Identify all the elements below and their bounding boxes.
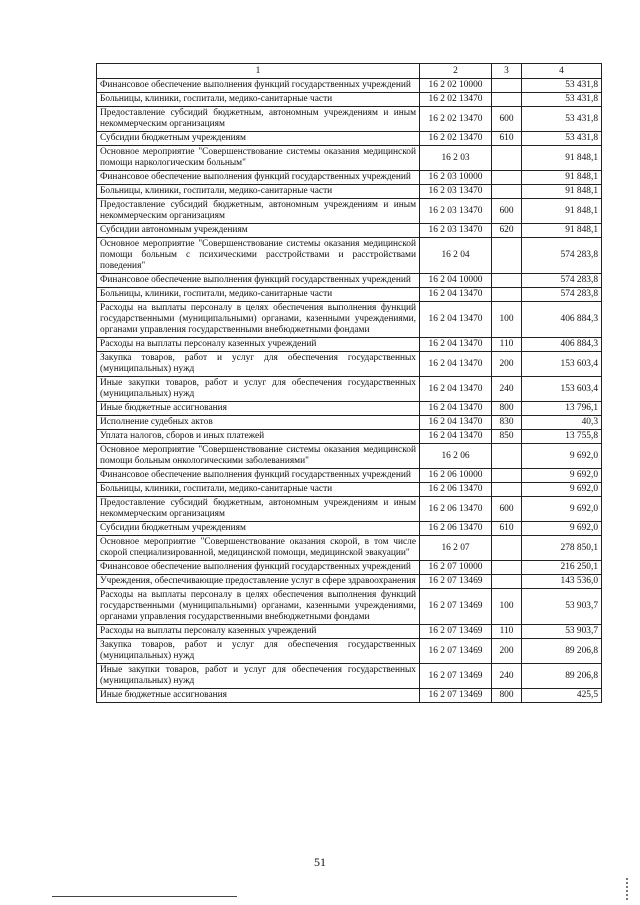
- table-row: [97, 469, 602, 483]
- row-name-cell: Расходы на выплаты персоналу казенных учреждений: [97, 338, 420, 352]
- row-name-cell: Предоставление субсидий бюджетным, автономным учреждениям и иным некоммерческим организациям: [97, 107, 420, 132]
- row-amount-cell: 153 603,4: [522, 377, 602, 402]
- row-name-cell: Больницы, клиники, госпитали, медико-санитарные части: [97, 483, 420, 497]
- row-code-cell: 16 2 07 13469: [420, 639, 492, 664]
- row-name-cell: Расходы на выплаты персоналу казенных учреждений: [97, 625, 420, 639]
- row-name-cell: Основное мероприятие "Совершенствование оказания скорой, в том числе скорой специализированной, медицинской помощи, медицинской эвакуации": [97, 536, 420, 561]
- row-code-cell: 16 2 04 13470: [420, 288, 492, 302]
- row-code-cell: 16 2 06 10000: [420, 469, 492, 483]
- row-type-cell: 110: [492, 338, 522, 352]
- row-type-cell: [492, 561, 522, 575]
- row-name-cell: Предоставление субсидий бюджетным, автономным учреждениям и иным некоммерческим организациям: [97, 199, 420, 224]
- row-code-cell: 16 2 07 13469: [420, 575, 492, 589]
- row-name-cell: Основное мероприятие "Совершенствование системы оказания медицинской помощи больным с психическими расстройствами и расстройствами поведения": [97, 238, 420, 274]
- row-name-cell: Иные бюджетные ассигнования: [97, 689, 420, 703]
- table-row: [97, 522, 602, 536]
- page-number: 51: [314, 855, 326, 869]
- row-name-cell: Финансовое обеспечение выполнения функций государственных учреждений: [97, 561, 420, 575]
- row-type-cell: 200: [492, 352, 522, 377]
- row-amount-cell: 278 850,1: [522, 536, 602, 561]
- row-amount-cell: 9 692,0: [522, 444, 602, 469]
- table-row: [97, 352, 602, 377]
- row-code-cell: 16 2 04 13470: [420, 402, 492, 416]
- header-row: [97, 64, 602, 79]
- row-amount-cell: 53 431,8: [522, 93, 602, 107]
- row-name-cell: Расходы на выплаты персоналу в целях обеспечения выполнения функций государственными (муниципальными) органами, казенными учреждениями, органами управления государственными внебюджетными фондами: [97, 302, 420, 338]
- table-header: [97, 64, 602, 79]
- row-name-cell: Иные закупки товаров, работ и услуг для обеспечения государственных (муниципальных) нужд: [97, 664, 420, 689]
- table-row: [97, 483, 602, 497]
- row-name-cell: Расходы на выплаты персоналу в целях обеспечения выполнения функций государственными (муниципальными) органами, казенными учреждениями, органами управления государственными внебюджетными фондами: [97, 589, 420, 625]
- table-row: [97, 107, 602, 132]
- table-row: [97, 497, 602, 522]
- row-type-cell: 610: [492, 132, 522, 146]
- row-amount-cell: 9 692,0: [522, 522, 602, 536]
- table-row: [97, 338, 602, 352]
- row-amount-cell: 53 903,7: [522, 589, 602, 625]
- row-name-cell: Иные бюджетные ассигнования: [97, 402, 420, 416]
- row-type-cell: [492, 93, 522, 107]
- row-amount-cell: 574 283,8: [522, 288, 602, 302]
- row-type-cell: 610: [492, 522, 522, 536]
- row-name-cell: Финансовое обеспечение выполнения функций государственных учреждений: [97, 469, 420, 483]
- table-row: [97, 377, 602, 402]
- row-amount-cell: 91 848,1: [522, 146, 602, 171]
- row-type-cell: [492, 146, 522, 171]
- row-name-cell: Финансовое обеспечение выполнения функций государственных учреждений: [97, 79, 420, 93]
- row-name-cell: Закупка товаров, работ и услуг для обеспечения государственных (муниципальных) нужд: [97, 639, 420, 664]
- table-row: [97, 589, 602, 625]
- row-code-cell: 16 2 06: [420, 444, 492, 469]
- table-row: [97, 302, 602, 338]
- row-type-cell: [492, 171, 522, 185]
- row-amount-cell: 91 848,1: [522, 185, 602, 199]
- row-code-cell: 16 2 06 13470: [420, 483, 492, 497]
- table-row: [97, 416, 602, 430]
- row-amount-cell: 574 283,8: [522, 274, 602, 288]
- table-row: [97, 93, 602, 107]
- table-row: [97, 625, 602, 639]
- row-name-cell: Учреждения, обеспечивающие предоставление услуг в сфере здравоохранения: [97, 575, 420, 589]
- row-amount-cell: 406 884,3: [522, 302, 602, 338]
- row-name-cell: Больницы, клиники, госпитали, медико-санитарные части: [97, 185, 420, 199]
- row-type-cell: 800: [492, 689, 522, 703]
- table-row: [97, 288, 602, 302]
- row-amount-cell: 143 536,0: [522, 575, 602, 589]
- row-name-cell: Предоставление субсидий бюджетным, автономным учреждениям и иным некоммерческим организациям: [97, 497, 420, 522]
- table-row: [97, 402, 602, 416]
- row-type-cell: [492, 469, 522, 483]
- row-amount-cell: 13 755,8: [522, 430, 602, 444]
- row-name-cell: Иные закупки товаров, работ и услуг для обеспечения государственных (муниципальных) нужд: [97, 377, 420, 402]
- table-row: [97, 224, 602, 238]
- row-type-cell: 200: [492, 639, 522, 664]
- row-code-cell: 16 2 03 13470: [420, 185, 492, 199]
- row-code-cell: 16 2 02 13470: [420, 132, 492, 146]
- row-type-cell: 600: [492, 497, 522, 522]
- row-amount-cell: 89 206,8: [522, 664, 602, 689]
- row-type-cell: 240: [492, 664, 522, 689]
- row-code-cell: 16 2 03 13470: [420, 199, 492, 224]
- row-type-cell: 600: [492, 199, 522, 224]
- scan-margin-mark: [626, 878, 628, 900]
- row-type-cell: [492, 79, 522, 93]
- row-name-cell: Больницы, клиники, госпитали, медико-санитарные части: [97, 288, 420, 302]
- row-code-cell: 16 2 04: [420, 238, 492, 274]
- table-row: [97, 575, 602, 589]
- table-row: [97, 274, 602, 288]
- row-code-cell: 16 2 04 10000: [420, 274, 492, 288]
- row-amount-cell: 13 796,1: [522, 402, 602, 416]
- row-amount-cell: 91 848,1: [522, 171, 602, 185]
- row-code-cell: 16 2 07 13469: [420, 664, 492, 689]
- row-amount-cell: 153 603,4: [522, 352, 602, 377]
- row-name-cell: Закупка товаров, работ и услуг для обеспечения государственных (муниципальных) нужд: [97, 352, 420, 377]
- header-col-name: 1: [97, 64, 420, 79]
- row-name-cell: Больницы, клиники, госпитали, медико-санитарные части: [97, 93, 420, 107]
- row-type-cell: 100: [492, 302, 522, 338]
- table-row: [97, 430, 602, 444]
- row-code-cell: 16 2 06 13470: [420, 522, 492, 536]
- table-row: [97, 561, 602, 575]
- row-code-cell: 16 2 07 13469: [420, 689, 492, 703]
- table-row: [97, 536, 602, 561]
- row-name-cell: Финансовое обеспечение выполнения функций государственных учреждений: [97, 171, 420, 185]
- row-type-cell: 620: [492, 224, 522, 238]
- row-type-cell: [492, 575, 522, 589]
- row-code-cell: 16 2 03: [420, 146, 492, 171]
- row-code-cell: 16 2 03 10000: [420, 171, 492, 185]
- row-code-cell: 16 2 07: [420, 536, 492, 561]
- table-row: [97, 689, 602, 703]
- table-row: [97, 185, 602, 199]
- row-amount-cell: 574 283,8: [522, 238, 602, 274]
- row-code-cell: 16 2 04 13470: [420, 416, 492, 430]
- row-amount-cell: 91 848,1: [522, 224, 602, 238]
- table-row: [97, 639, 602, 664]
- row-type-cell: 240: [492, 377, 522, 402]
- row-amount-cell: 89 206,8: [522, 639, 602, 664]
- row-amount-cell: 40,3: [522, 416, 602, 430]
- row-code-cell: 16 2 04 13470: [420, 302, 492, 338]
- header-col-code: 2: [420, 64, 492, 79]
- row-amount-cell: 53 431,8: [522, 79, 602, 93]
- row-code-cell: 16 2 02 13470: [420, 107, 492, 132]
- row-code-cell: 16 2 04 13470: [420, 352, 492, 377]
- row-name-cell: Субсидии бюджетным учреждениям: [97, 522, 420, 536]
- row-code-cell: 16 2 04 13470: [420, 430, 492, 444]
- row-type-cell: [492, 483, 522, 497]
- row-amount-cell: 406 884,3: [522, 338, 602, 352]
- row-amount-cell: 9 692,0: [522, 483, 602, 497]
- row-name-cell: Субсидии бюджетным учреждениям: [97, 132, 420, 146]
- row-type-cell: [492, 288, 522, 302]
- row-type-cell: 800: [492, 402, 522, 416]
- table-row: [97, 79, 602, 93]
- table-row: [97, 444, 602, 469]
- row-amount-cell: 91 848,1: [522, 199, 602, 224]
- row-code-cell: 16 2 04 13470: [420, 377, 492, 402]
- row-code-cell: 16 2 02 10000: [420, 79, 492, 93]
- row-type-cell: [492, 185, 522, 199]
- row-amount-cell: 425,5: [522, 689, 602, 703]
- row-name-cell: Финансовое обеспечение выполнения функций государственных учреждений: [97, 274, 420, 288]
- row-type-cell: [492, 274, 522, 288]
- table-row: [97, 238, 602, 274]
- row-code-cell: 16 2 06 13470: [420, 497, 492, 522]
- row-amount-cell: 53 431,8: [522, 132, 602, 146]
- row-name-cell: Исполнение судебных актов: [97, 416, 420, 430]
- table-row: [97, 664, 602, 689]
- footer-divider: [52, 896, 237, 897]
- row-name-cell: Основное мероприятие "Совершенствование системы оказания медицинской помощи больным онкологическими заболеваниями": [97, 444, 420, 469]
- row-type-cell: [492, 536, 522, 561]
- row-code-cell: 16 2 03 13470: [420, 224, 492, 238]
- row-name-cell: Уплата налогов, сборов и иных платежей: [97, 430, 420, 444]
- row-code-cell: 16 2 07 10000: [420, 561, 492, 575]
- row-type-cell: 600: [492, 107, 522, 132]
- table-row: [97, 199, 602, 224]
- row-code-cell: 16 2 04 13470: [420, 338, 492, 352]
- row-name-cell: Субсидии автономным учреждениям: [97, 224, 420, 238]
- table-row: [97, 171, 602, 185]
- row-type-cell: 110: [492, 625, 522, 639]
- header-col-amount: 4: [522, 64, 602, 79]
- row-amount-cell: 216 250,1: [522, 561, 602, 575]
- row-type-cell: [492, 444, 522, 469]
- row-amount-cell: 9 692,0: [522, 469, 602, 483]
- row-code-cell: 16 2 02 13470: [420, 93, 492, 107]
- header-col-type: 3: [492, 64, 522, 79]
- row-amount-cell: 9 692,0: [522, 497, 602, 522]
- table-row: [97, 132, 602, 146]
- row-type-cell: 850: [492, 430, 522, 444]
- row-type-cell: 100: [492, 589, 522, 625]
- row-code-cell: 16 2 07 13469: [420, 589, 492, 625]
- row-amount-cell: 53 431,8: [522, 107, 602, 132]
- budget-table: [96, 63, 602, 703]
- table-row: [97, 146, 602, 171]
- row-amount-cell: 53 903,7: [522, 625, 602, 639]
- row-type-cell: 830: [492, 416, 522, 430]
- row-name-cell: Основное мероприятие "Совершенствование системы оказания медицинской помощи наркологическим больным": [97, 146, 420, 171]
- table-body: [97, 79, 602, 703]
- row-type-cell: [492, 238, 522, 274]
- row-code-cell: 16 2 07 13469: [420, 625, 492, 639]
